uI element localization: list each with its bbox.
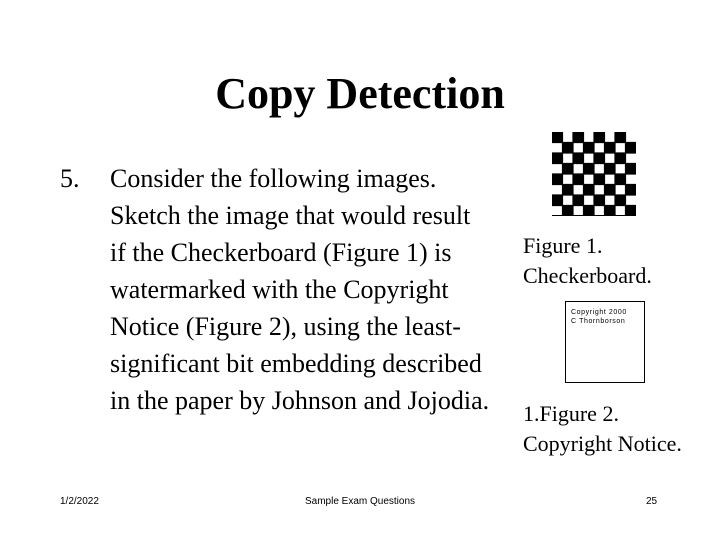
checker-square [583, 142, 595, 154]
checker-square [614, 194, 626, 206]
checker-square [583, 184, 595, 196]
checker-square [552, 173, 563, 185]
checker-square [625, 184, 636, 196]
question-line: if the Checkerboard (Figure 1) is [110, 238, 452, 267]
checker-square [604, 205, 616, 216]
checker-square [593, 132, 605, 143]
checker-square [593, 152, 605, 164]
checker-square [614, 152, 626, 164]
question-line: in the paper by Johnson and Jojodia. [110, 386, 490, 415]
figure2-caption-line: 1.Figure 2. [523, 401, 619, 426]
checker-square [614, 132, 626, 143]
checker-square [625, 142, 636, 154]
checker-square [625, 163, 636, 175]
checker-square [583, 163, 595, 175]
page-number: 25 [646, 496, 658, 507]
checker-square [604, 163, 616, 175]
footer-title: Sample Exam Questions [304, 496, 416, 507]
checker-square [552, 152, 563, 164]
copyright-notice-line: Copyright 2000 [571, 309, 627, 316]
checker-square [562, 163, 574, 175]
checker-square [552, 132, 563, 143]
figure1-caption-line: Figure 1. [523, 233, 603, 258]
checker-square [562, 205, 574, 216]
footer-date: 1/2/2022 [60, 496, 99, 507]
copyright-notice-image [565, 301, 645, 383]
checker-square [572, 173, 584, 185]
question-line: significant bit embedding described [110, 349, 482, 378]
checker-square [614, 173, 626, 185]
checkerboard-image [552, 132, 636, 216]
figure2-caption [523, 399, 682, 459]
figure1-caption-line: Checkerboard. [523, 263, 652, 288]
checker-square [572, 194, 584, 206]
copyright-notice-line: C Thornborson [571, 318, 626, 325]
checker-square [604, 142, 616, 154]
question-line: watermarked with the Copyright [110, 275, 449, 304]
question-line: Consider the following images. [110, 164, 437, 193]
checker-square [552, 194, 563, 206]
checker-square [562, 142, 574, 154]
question-line: Notice (Figure 2), using the least- [110, 312, 461, 341]
checker-square [593, 194, 605, 206]
question-number: 5. [60, 164, 80, 193]
checker-square [572, 152, 584, 164]
figure2-caption-line: Copyright Notice. [523, 431, 682, 456]
slide-title: Copy Detection [215, 69, 505, 118]
question-line: Sketch the image that would result [110, 201, 471, 230]
checker-square [625, 205, 636, 216]
figure1-caption [523, 231, 652, 291]
checker-square [572, 132, 584, 143]
checker-square [593, 173, 605, 185]
question-text [110, 160, 520, 419]
checker-square [583, 205, 595, 216]
checker-square [604, 184, 616, 196]
checker-square [562, 184, 574, 196]
